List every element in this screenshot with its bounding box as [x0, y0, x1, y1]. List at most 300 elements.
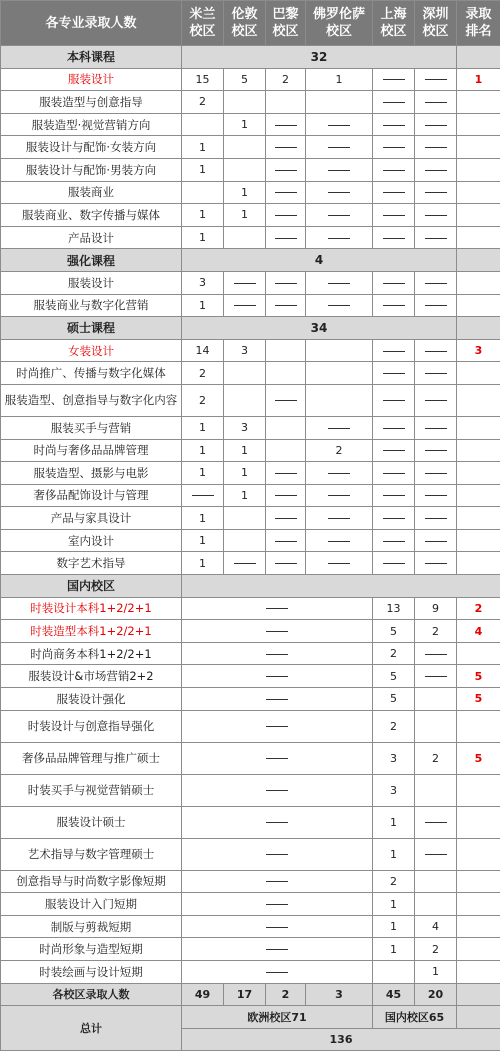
campus-count: [182, 484, 224, 507]
campus-count: [415, 915, 457, 938]
europe-na: [182, 597, 373, 620]
dash-mark: [275, 473, 297, 474]
campus-count: [266, 68, 306, 91]
dash-mark: [425, 676, 447, 677]
campus-count: [373, 961, 415, 984]
campus-count: [224, 204, 266, 227]
campus-count: [373, 136, 415, 159]
rank-value: 2: [475, 602, 483, 615]
header-florence: [306, 1, 373, 46]
major-name: 服装商业、数字传播与媒体: [1, 204, 182, 227]
table-row: [1, 642, 500, 665]
campus-count: [373, 462, 415, 485]
cell-value: 9: [432, 602, 439, 615]
campus-count: [415, 136, 457, 159]
dash-mark: [275, 541, 297, 542]
rank-cell: [457, 136, 500, 159]
campus-count: [415, 961, 457, 984]
campus-count: [224, 68, 266, 91]
table-row: [1, 870, 500, 893]
cell-value: 3: [390, 752, 397, 765]
campus-count: [373, 68, 415, 91]
table-row: [1, 665, 500, 688]
campus-count: [306, 552, 373, 575]
cell-value: 1: [199, 141, 206, 154]
campus-count: [415, 806, 457, 838]
section-total: 32: [182, 46, 457, 69]
cell-value: 1: [199, 444, 206, 457]
rank-cell: [457, 806, 500, 838]
campus-count: [266, 158, 306, 181]
campus-count: [224, 462, 266, 485]
cell-value: 1: [241, 118, 248, 131]
dash-mark: [266, 854, 288, 855]
campus-count: [373, 362, 415, 385]
europe-na: [182, 688, 373, 711]
grand-total: 136: [182, 1028, 500, 1051]
campus-count: [415, 938, 457, 961]
section-blank: [182, 575, 500, 598]
dash-mark: [425, 125, 447, 126]
campus-count: [306, 416, 373, 439]
dash-mark: [425, 373, 447, 374]
dash-mark: [425, 305, 447, 306]
cell-value: 3: [241, 344, 248, 357]
campus-count: [306, 204, 373, 227]
cell-value: 1: [390, 943, 397, 956]
campus-count: [373, 870, 415, 893]
campus-count: [182, 462, 224, 485]
campus-count: [415, 339, 457, 362]
campus-count: [182, 226, 224, 249]
section-row: [1, 317, 500, 340]
dash-mark: [328, 238, 350, 239]
rank-cell: [457, 552, 500, 575]
campus-count: [224, 136, 266, 159]
rank-cell: [457, 642, 500, 665]
campus-count: [306, 362, 373, 385]
campus-count: [415, 384, 457, 416]
dash-mark: [425, 79, 447, 80]
cell-value: 1: [390, 920, 397, 933]
campus-count: [373, 91, 415, 114]
rank-cell: [457, 710, 500, 742]
major-name: 服装设计: [1, 271, 182, 294]
campus-count: [266, 362, 306, 385]
campus-count: [182, 271, 224, 294]
dash-mark: [425, 822, 447, 823]
header-london: [224, 1, 266, 46]
campus-count: [266, 462, 306, 485]
cell-value: 14: [196, 344, 210, 357]
campus-count: [224, 91, 266, 114]
dash-mark: [234, 305, 256, 306]
campus-count: [415, 462, 457, 485]
table-row: [1, 91, 500, 114]
dash-mark: [328, 541, 350, 542]
dash-mark: [425, 854, 447, 855]
cell-value: 3: [241, 421, 248, 434]
rank-value: 5: [475, 752, 483, 765]
campus-count: [306, 158, 373, 181]
dash-mark: [328, 518, 350, 519]
dash-mark: [383, 400, 405, 401]
campus-total: 20: [415, 983, 457, 1006]
campus-count: [373, 158, 415, 181]
rank-cell: [457, 597, 500, 620]
campus-count: [182, 136, 224, 159]
dash-mark: [266, 822, 288, 823]
dash-mark: [425, 192, 447, 193]
table-row: [1, 938, 500, 961]
table-row: [1, 529, 500, 552]
major-name: 艺术指导与数字管理硕士: [1, 838, 182, 870]
campus-count: [224, 339, 266, 362]
major-name: 产品设计: [1, 226, 182, 249]
campus-count: [373, 893, 415, 916]
campus-count: [415, 91, 457, 114]
dash-mark: [266, 790, 288, 791]
campus-count: [415, 113, 457, 136]
dash-mark: [275, 563, 297, 564]
major-name: 奢侈品配饰设计与管理: [1, 484, 182, 507]
campus-count: [182, 439, 224, 462]
campus-count: [306, 181, 373, 204]
europe-na: [182, 710, 373, 742]
major-name: 时装买手与视觉营销硕士: [1, 774, 182, 806]
cell-value: 2: [432, 943, 439, 956]
table-row: [1, 507, 500, 530]
cell-value: 2: [432, 625, 439, 638]
campus-count: [266, 294, 306, 317]
cell-value: 1: [199, 421, 206, 434]
header-paris-label: 巴黎 校区: [272, 7, 298, 39]
cell-value: 3: [199, 276, 206, 289]
table-row: [1, 226, 500, 249]
section-blank: [457, 46, 500, 69]
campus-count: [415, 181, 457, 204]
campus-count: [266, 113, 306, 136]
campus-count: [182, 507, 224, 530]
section-title: 本科课程: [1, 46, 182, 69]
cell-value: 13: [387, 602, 401, 615]
campus-count: [224, 439, 266, 462]
cell-value: 1: [199, 534, 206, 547]
rank-cell: [457, 870, 500, 893]
dash-mark: [266, 927, 288, 928]
campus-count: [415, 529, 457, 552]
campus-count: [373, 552, 415, 575]
campus-count: [224, 181, 266, 204]
table-row: [1, 688, 500, 711]
rank-cell: [457, 362, 500, 385]
europe-na: [182, 742, 373, 774]
campus-count: [415, 416, 457, 439]
table-row: [1, 742, 500, 774]
rank-cell: [457, 893, 500, 916]
cell-value: 4: [432, 920, 439, 933]
rank-cell: [457, 271, 500, 294]
dash-mark: [425, 147, 447, 148]
rank-cell: [457, 484, 500, 507]
major-name: 服装设计&市场营销2+2: [1, 665, 182, 688]
major-name: 室内设计: [1, 529, 182, 552]
table-row: [1, 384, 500, 416]
campus-count: [306, 484, 373, 507]
total-label: 总计: [1, 1006, 182, 1051]
cell-value: 2: [199, 95, 206, 108]
campus-count: [415, 362, 457, 385]
campus-count: [182, 339, 224, 362]
rank-cell: [457, 742, 500, 774]
rank-cell: [457, 416, 500, 439]
dash-mark: [383, 125, 405, 126]
cell-value: 2: [432, 752, 439, 765]
major-name: 时装设计本科1+2/2+1: [1, 597, 182, 620]
dash-mark: [383, 450, 405, 451]
header-shenzhen: [415, 1, 457, 46]
campus-count: [373, 384, 415, 416]
cell-value: 2: [199, 394, 206, 407]
header-rank-label: 录取 排名: [465, 7, 491, 39]
rank-cell: [457, 113, 500, 136]
campus-total: 17: [224, 983, 266, 1006]
cell-value: 3: [390, 784, 397, 797]
campus-count: [306, 113, 373, 136]
table-row: [1, 181, 500, 204]
campus-count: [266, 416, 306, 439]
campus-count: [182, 416, 224, 439]
campus-count: [266, 484, 306, 507]
campus-count: [182, 204, 224, 227]
campus-count: [373, 204, 415, 227]
table-body: [1, 46, 500, 1051]
europe-na: [182, 893, 373, 916]
major-name: 服装设计入门短期: [1, 893, 182, 916]
campus-count: [224, 552, 266, 575]
dash-mark: [275, 305, 297, 306]
major-name: 服装造型、创意指导与数字化内容: [1, 384, 182, 416]
dash-mark: [275, 147, 297, 148]
dash-mark: [383, 541, 405, 542]
major-name: 产品与家具设计: [1, 507, 182, 530]
dash-mark: [425, 428, 447, 429]
campus-count: [415, 484, 457, 507]
dash-mark: [383, 563, 405, 564]
campus-count: [306, 529, 373, 552]
campus-count: [182, 181, 224, 204]
dash-mark: [275, 215, 297, 216]
section-blank: [457, 317, 500, 340]
dash-mark: [425, 563, 447, 564]
campus-count: [266, 136, 306, 159]
dash-mark: [266, 949, 288, 950]
campus-count: [306, 339, 373, 362]
major-name: 奢侈品品牌管理与推广硕士: [1, 742, 182, 774]
campus-count: [306, 384, 373, 416]
dash-mark: [328, 305, 350, 306]
dash-mark: [425, 450, 447, 451]
dash-mark: [383, 495, 405, 496]
table-row: [1, 204, 500, 227]
campus-count: [306, 507, 373, 530]
cell-value: 1: [336, 73, 343, 86]
cell-value: 5: [390, 670, 397, 683]
major-name: 服装设计强化: [1, 688, 182, 711]
campus-count: [373, 620, 415, 643]
campus-count: [266, 339, 306, 362]
campus-count: [373, 271, 415, 294]
campus-count: [373, 339, 415, 362]
campus-count: [182, 362, 224, 385]
dash-mark: [425, 215, 447, 216]
dash-mark: [234, 563, 256, 564]
campus-count: [373, 226, 415, 249]
campus-count: [266, 271, 306, 294]
dash-mark: [266, 881, 288, 882]
cell-value: 1: [199, 163, 206, 176]
major-name: 时装设计与创意指导强化: [1, 710, 182, 742]
campus-count: [415, 507, 457, 530]
campus-count: [373, 484, 415, 507]
major-name: 服装商业与数字化营销: [1, 294, 182, 317]
campus-count: [266, 384, 306, 416]
cell-value: 1: [199, 466, 206, 479]
cell-value: 1: [199, 208, 206, 221]
dash-mark: [425, 238, 447, 239]
table-row: [1, 439, 500, 462]
campus-count: [224, 271, 266, 294]
campus-total: 2: [266, 983, 306, 1006]
europe-na: [182, 806, 373, 838]
campus-count: [224, 362, 266, 385]
section-blank: [457, 249, 500, 272]
campus-count: [224, 507, 266, 530]
rank-cell: [457, 529, 500, 552]
dash-mark: [383, 518, 405, 519]
cell-value: 1: [432, 965, 439, 978]
europe-na: [182, 961, 373, 984]
campus-count: [373, 181, 415, 204]
europe-na: [182, 774, 373, 806]
major-name: 服装设计: [1, 68, 182, 91]
table-row: [1, 597, 500, 620]
dash-mark: [425, 473, 447, 474]
campus-count: [415, 597, 457, 620]
rank-value: 4: [475, 625, 483, 638]
header-shanghai-label: 上海 校区: [380, 7, 406, 39]
dash-mark: [266, 758, 288, 759]
dash-mark: [425, 283, 447, 284]
campus-count: [182, 113, 224, 136]
europe-na: [182, 870, 373, 893]
campus-total: 45: [373, 983, 415, 1006]
header-shenzhen-label: 深圳 校区: [422, 7, 448, 39]
campus-count: [415, 642, 457, 665]
dash-mark: [266, 726, 288, 727]
major-name: 服装设计与配饰·女装方向: [1, 136, 182, 159]
cell-value: 1: [199, 231, 206, 244]
dash-mark: [383, 215, 405, 216]
rank-cell: [457, 938, 500, 961]
table-row: [1, 806, 500, 838]
domestic-total: 国内校区65: [373, 1006, 457, 1029]
table-row: [1, 620, 500, 643]
campus-count: [373, 416, 415, 439]
europe-na: [182, 642, 373, 665]
rank-cell: [457, 915, 500, 938]
cell-value: 1: [241, 466, 248, 479]
campus-count: [224, 529, 266, 552]
campus-total: 3: [306, 983, 373, 1006]
campus-count: [224, 158, 266, 181]
dash-mark: [266, 972, 288, 973]
campus-total: 49: [182, 983, 224, 1006]
header-milan: [182, 1, 224, 46]
dash-mark: [328, 170, 350, 171]
table-row: [1, 774, 500, 806]
major-name: 时装造型本科1+2/2+1: [1, 620, 182, 643]
dash-mark: [383, 238, 405, 239]
section-title: 强化课程: [1, 249, 182, 272]
dash-mark: [266, 631, 288, 632]
cell-value: 2: [390, 875, 397, 888]
campus-count: [266, 181, 306, 204]
table-row: [1, 552, 500, 575]
campus-count: [224, 113, 266, 136]
table-row: [1, 710, 500, 742]
europe-total: 欧洲校区71: [182, 1006, 373, 1029]
grand-total-row: [1, 1006, 500, 1029]
rank-cell: [457, 226, 500, 249]
table-row: [1, 893, 500, 916]
table-row: [1, 158, 500, 181]
campus-count: [415, 204, 457, 227]
major-name: 制版与剪裁短期: [1, 915, 182, 938]
campus-count: [373, 439, 415, 462]
campus-count: [306, 271, 373, 294]
dash-mark: [425, 400, 447, 401]
cell-value: 5: [241, 73, 248, 86]
dash-mark: [328, 428, 350, 429]
dash-mark: [383, 79, 405, 80]
campus-count: [415, 294, 457, 317]
header-london-label: 伦敦 校区: [231, 7, 257, 39]
campus-count: [415, 742, 457, 774]
table-row: [1, 484, 500, 507]
rank-cell: [457, 204, 500, 227]
dash-mark: [383, 283, 405, 284]
campus-count: [224, 484, 266, 507]
dash-mark: [275, 495, 297, 496]
section-row: [1, 46, 500, 69]
campus-count: [415, 774, 457, 806]
campus-count: [415, 710, 457, 742]
dash-mark: [266, 699, 288, 700]
major-name: 服装造型、摄影与电影: [1, 462, 182, 485]
dash-mark: [383, 192, 405, 193]
major-name: 时尚商务本科1+2/2+1: [1, 642, 182, 665]
rank-cell: [457, 774, 500, 806]
table-row: [1, 68, 500, 91]
major-name: 服装设计与配饰·男装方向: [1, 158, 182, 181]
campus-count: [266, 91, 306, 114]
section-row: [1, 575, 500, 598]
campus-count: [306, 91, 373, 114]
rank-cell: [457, 665, 500, 688]
header-florence-label: 佛罗伦萨 校区: [313, 7, 365, 39]
campus-count: [415, 893, 457, 916]
